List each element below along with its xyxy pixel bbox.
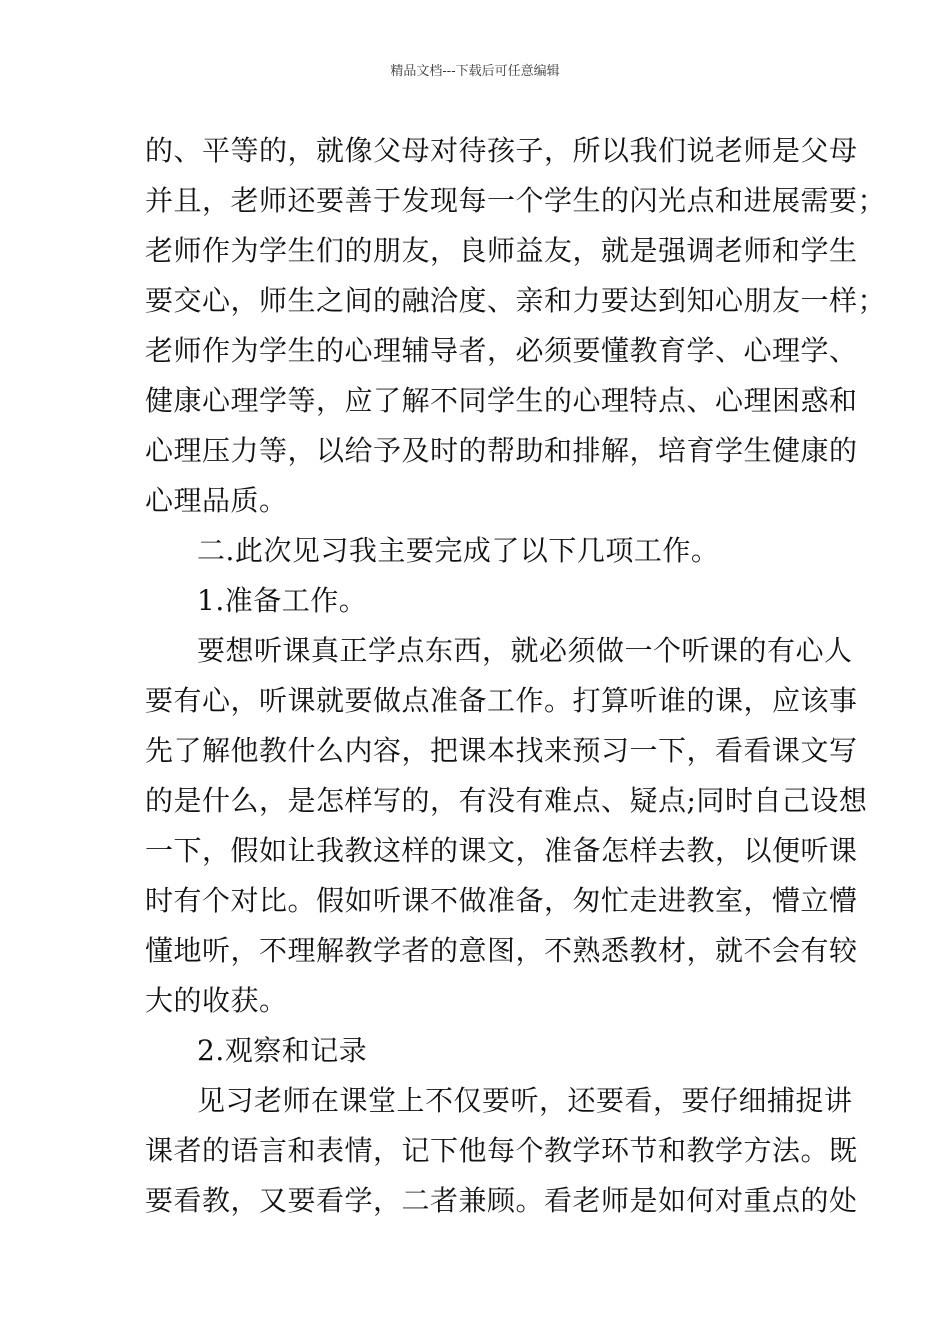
text-line: 大的收获。 [145,984,288,1017]
page-header: 精品文档---下载后可任意编辑 [390,64,560,79]
subsection-heading: 1.准备工作。 [197,584,368,617]
text-line: 懂地听，不理解教学者的意图，不熟悉教材，就不会有较 [145,934,858,967]
text-line: 一下，假如让我教这样的课文，准备怎样去教，以便听课 [145,834,858,867]
document-body [145,126,887,1226]
text-line: 时有个对比。假如听课不做准备，匆忙走进教室，懵立懵 [145,884,858,917]
text-line: 课者的语言和表情，记下他每个教学环节和教学方法。既 [145,1134,858,1167]
text-line: 并且，老师还要善于发现每一个学生的闪光点和进展需要； [145,184,887,217]
subsection-heading: 2.观察和记录 [197,1034,368,1067]
text-line: 老师作为学生们的朋友，良师益友，就是强调老师和学生 [145,234,858,267]
text-line: 的、平等的，就像父母对待孩子，所以我们说老师是父母 [145,134,858,167]
text-line: 要交心，师生之间的融洽度、亲和力要达到知心朋友一样； [145,284,887,317]
text-line: 心理压力等，以给予及时的帮助和排解，培育学生健康的 [145,434,858,467]
section-heading: 二.此次见习我主要完成了以下几项工作。 [197,534,720,567]
text-line: 老师作为学生的心理辅导者，必须要懂教育学、心理学、 [145,334,858,367]
text-line: 要想听课真正学点东西，就必须做一个听课的有心人 [197,634,853,667]
text-line: 健康心理学等，应了解不同学生的心理特点、心理困惑和 [145,384,858,417]
text-line: 先了解他教什么内容，把课本找来预习一下，看看课文写 [145,734,858,767]
text-line: 要看教，又要看学，二者兼顾。看老师是如何对重点的处 [145,1184,858,1217]
text-line: 心理品质。 [145,484,288,517]
text-line: 见习老师在课堂上不仅要听，还要看，要仔细捕捉讲 [197,1084,853,1117]
text-line: 的是什么，是怎样写的，有没有难点、疑点;同时自己设想 [145,784,868,817]
text-line: 要有心，听课就要做点准备工作。打算听谁的课，应该事 [145,684,858,717]
